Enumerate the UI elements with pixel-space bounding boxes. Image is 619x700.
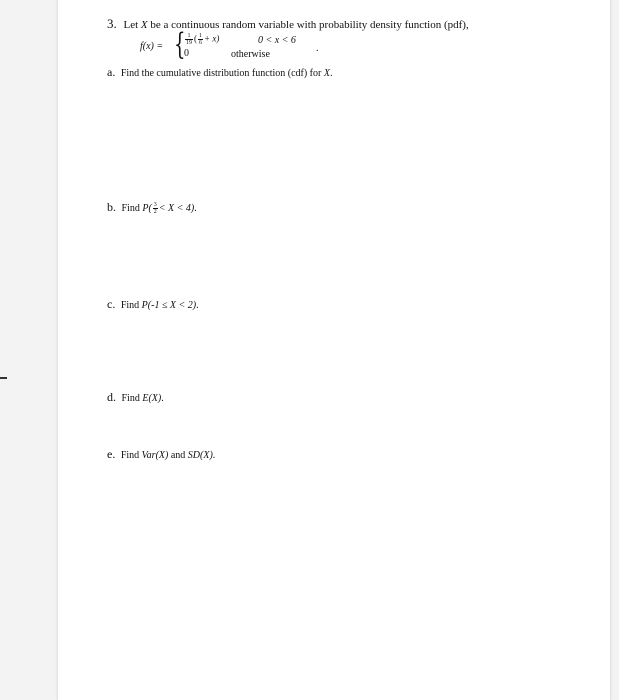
part-a-var: X	[323, 68, 330, 79]
margin-mark	[0, 377, 7, 379]
pdf-row1-tail: + x)	[204, 33, 220, 44]
part-a-label: a.	[107, 65, 116, 79]
pdf-frac-2-den: 6	[199, 40, 202, 46]
pdf-frac-1-num: 1	[185, 33, 193, 40]
part-b	[107, 200, 197, 216]
part-b-label: b.	[107, 200, 116, 214]
part-e-label: e.	[107, 447, 116, 461]
part-e-end: .	[212, 450, 216, 461]
question-var: X	[140, 19, 148, 31]
part-e-expr2: SD(X)	[187, 450, 213, 461]
part-c	[107, 297, 199, 313]
part-b-text: Find	[121, 203, 140, 214]
pdf-lhs: f(x) =	[140, 41, 164, 52]
part-e	[107, 447, 215, 463]
pdf-frac-2	[198, 33, 203, 46]
part-d-label: d.	[107, 390, 116, 404]
part-b-expr: < X < 4)	[158, 203, 195, 214]
part-b-frac-den: 2	[153, 209, 157, 216]
part-d-end: .	[161, 393, 164, 404]
pdf-frac-1	[185, 33, 193, 46]
question-intro-a: Let	[123, 19, 139, 31]
part-a-text: Find the cumulative distribution function (cdf) for	[120, 68, 322, 79]
pdf-trailing: .	[316, 43, 319, 54]
pdf-row2-condition: otherwise	[231, 49, 270, 60]
part-b-end: .	[194, 203, 197, 214]
part-b-p-open: P(	[142, 203, 152, 214]
part-a-end: .	[329, 68, 333, 79]
pdf-row1	[184, 33, 219, 46]
part-b-frac-num: 3	[153, 202, 157, 209]
pdf-frac-1-den: 19	[186, 40, 192, 46]
part-d-text: Find	[121, 393, 140, 404]
part-b-frac	[153, 202, 158, 215]
document-page	[58, 0, 610, 700]
part-e-text: Find	[120, 450, 140, 461]
pdf-frac-2-num: 1	[199, 33, 202, 39]
part-c-label: c.	[107, 297, 116, 311]
part-e-expr1: Var(X)	[141, 450, 169, 461]
pdf-row1-open: (	[194, 33, 197, 44]
part-d-expr: E(X)	[142, 393, 162, 404]
part-c-end: .	[196, 300, 199, 311]
question-header	[107, 17, 469, 32]
pdf-row2-value: 0	[184, 48, 189, 59]
question-number: 3.	[107, 16, 117, 31]
part-a	[107, 65, 332, 81]
pdf-brace: {	[174, 27, 186, 62]
part-e-conj: and	[170, 450, 186, 461]
part-d	[107, 390, 164, 406]
part-c-text: Find	[120, 300, 140, 311]
part-c-expr: P(-1 ≤ X < 2)	[141, 300, 197, 311]
pdf-row1-condition: 0 < x < 6	[258, 35, 296, 46]
question-intro-b: be a continuous random variable with probability density function (pdf),	[150, 19, 469, 31]
